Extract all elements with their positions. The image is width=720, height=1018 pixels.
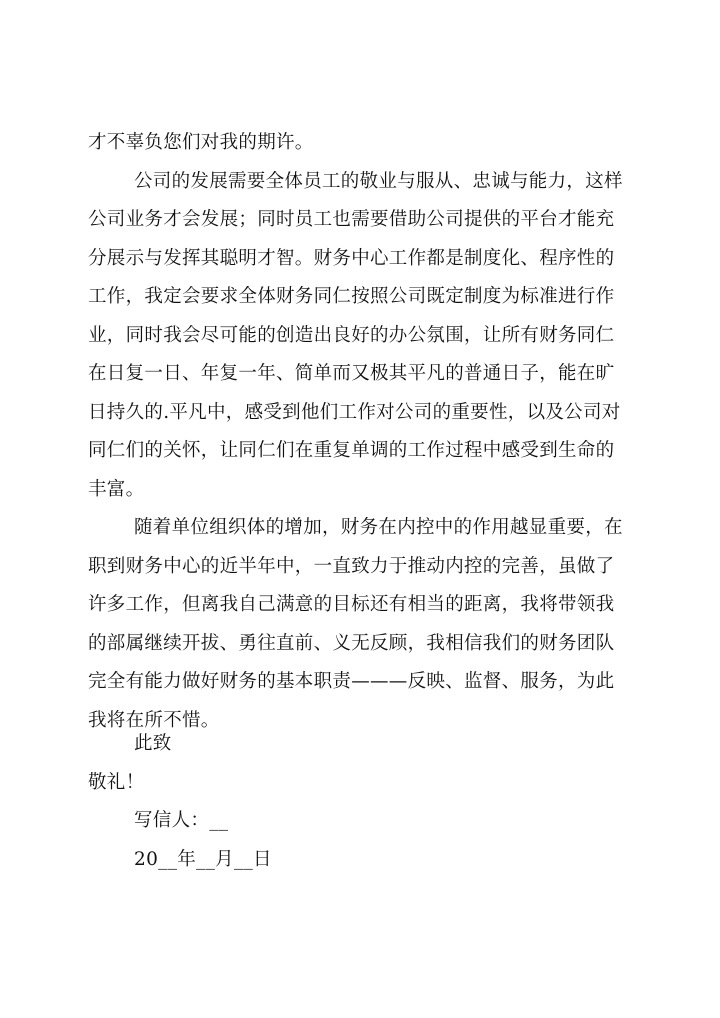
text-line: 丰富。	[88, 478, 145, 500]
text-line: 在日复一日、年复一年、简单而又极其平凡的普通日子，能在旷	[88, 363, 615, 384]
text-line: 职到财务中心的近半年中，一直致力于推动内控的完善，虽做了	[88, 555, 615, 577]
text-line: 许多工作，但离我自己满意的目标还有相当的距离，我将带领我	[88, 594, 615, 615]
text-line: 工作，我定会要求全体财务同仁按照公司既定制度为标准进行作	[88, 286, 615, 307]
letter-closing	[88, 725, 643, 879]
regards: 敬礼！	[88, 771, 145, 793]
text-line: 随着单位组织体的增加，财务在内控中的作用越显重要，在	[134, 517, 623, 538]
text-line: 公司的发展需要全体员工的敬业与服从、忠诚与能力，这样	[134, 170, 623, 192]
text-line: 日持久的.平凡中，感受到他们工作对公司的重要性，以及公司对	[88, 401, 621, 423]
paragraph-company-development	[88, 163, 643, 510]
paragraph-internal-control	[88, 509, 643, 740]
text-line: 我将在所不惜。	[88, 709, 220, 731]
text-line: 完全有能力做好财务的基本职责———反映、监督、服务，为此	[88, 671, 615, 692]
paragraph-continuation	[88, 124, 643, 163]
text-line: 公司业务才会发展；同时员工也需要借助公司提供的平台才能充	[88, 209, 615, 230]
text-line: 同仁们的关怀，让同仁们在重复单调的工作过程中感受到生命的	[88, 440, 615, 461]
text-line: 分展示与发挥其聪明才智。财务中心工作都是制度化、程序性的	[88, 247, 615, 269]
text-line: 才不辜负您们对我的期许。	[88, 132, 314, 153]
text-line: 业，同时我会尽可能的创造出良好的办公氛围，让所有财务同仁	[88, 324, 615, 346]
signer-line: 写信人：__	[134, 810, 229, 831]
text-line: 的部属继续开拔、勇往直前、义无反顾，我相信我们的财务团队	[88, 632, 615, 654]
date-line: 20__年__月__日	[134, 848, 272, 870]
salutation: 此致	[134, 733, 172, 754]
